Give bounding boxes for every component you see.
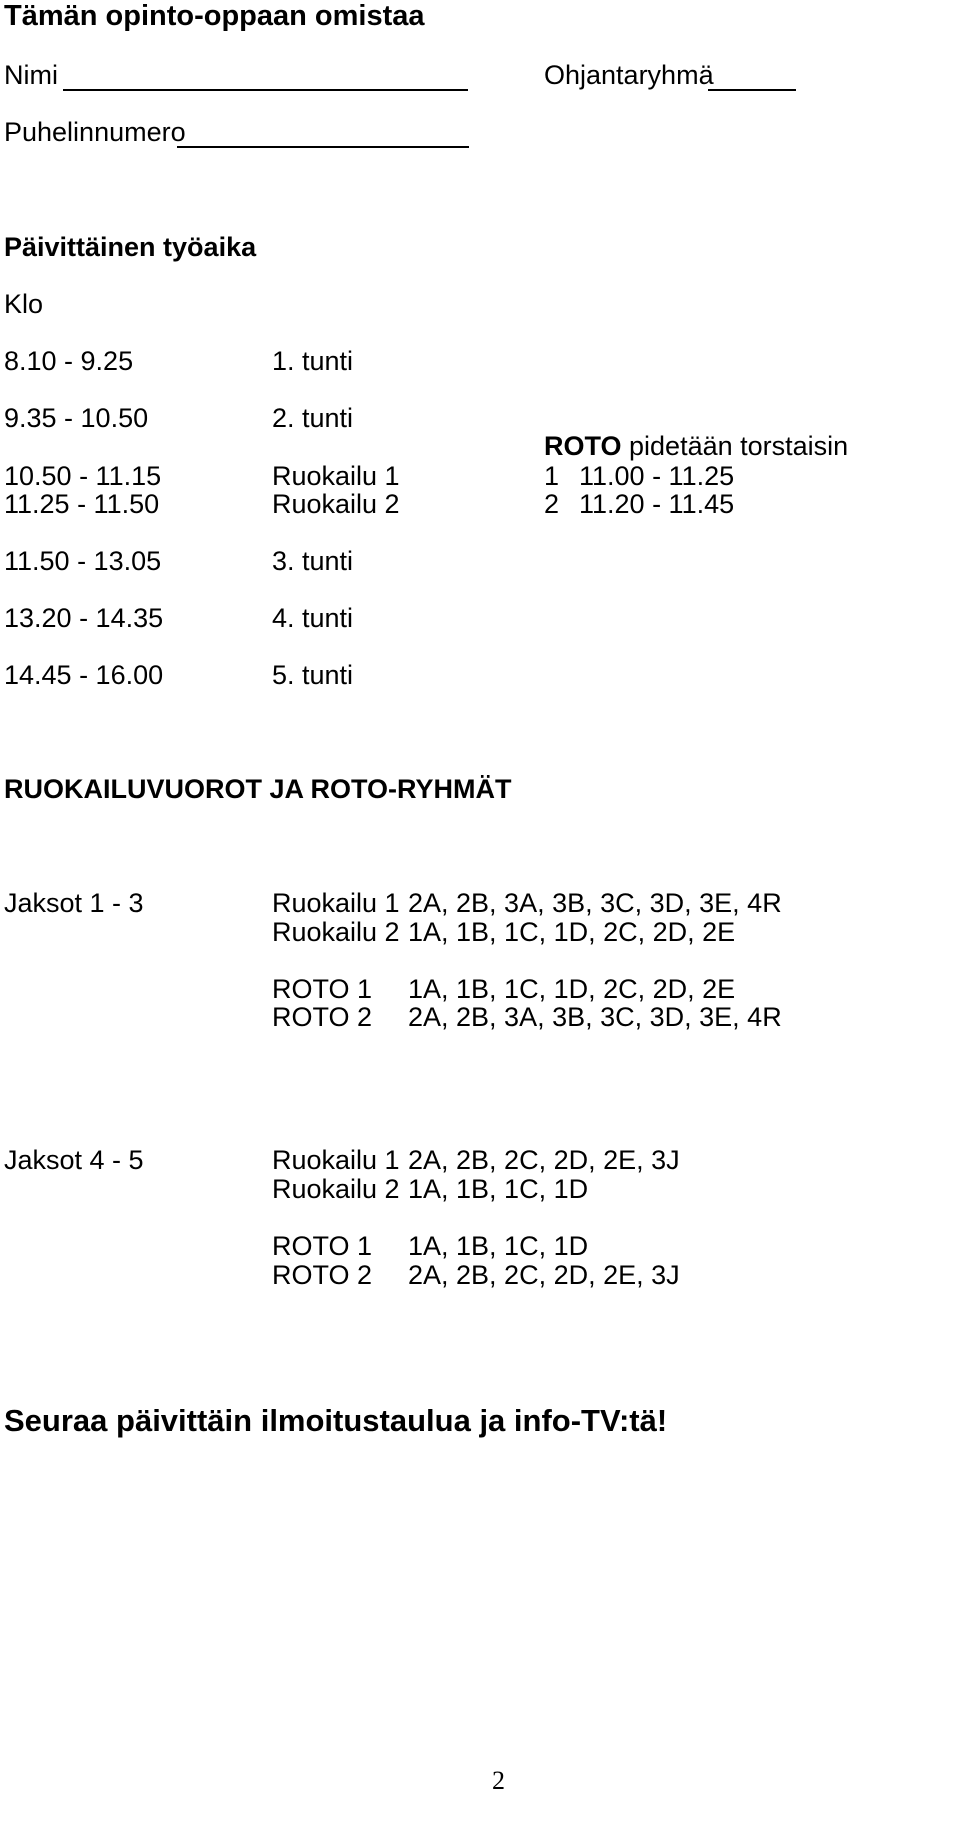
group-label: Ohjantaryhmä	[544, 60, 714, 90]
group-classes: 1A, 1B, 1C, 1D, 2C, 2D, 2E	[408, 917, 736, 947]
roto-time: 11.00 - 11.25	[579, 461, 735, 491]
phone-label: Puhelinnumero	[4, 117, 186, 147]
period-label: Jaksot 4 - 5	[4, 1145, 144, 1175]
group-classes: 1A, 1B, 1C, 1D, 2C, 2D, 2E	[408, 974, 736, 1004]
name-label: Nimi	[4, 60, 58, 90]
schedule-label: Ruokailu 1	[272, 461, 400, 491]
roto-note-bold: ROTO	[544, 431, 622, 461]
group-name: ROTO 1	[272, 974, 373, 1004]
group-classes: 2A, 2B, 3A, 3B, 3C, 3D, 3E, 4R	[408, 1002, 782, 1032]
group-classes: 2A, 2B, 2C, 2D, 2E, 3J	[408, 1145, 680, 1175]
groups-title: RUOKAILUVUOROT JA ROTO-RYHMÄT	[4, 774, 512, 804]
schedule-label: 3. tunti	[272, 546, 354, 576]
roto-number: 2	[544, 489, 560, 519]
group-name: ROTO 1	[272, 1231, 373, 1261]
schedule-time: 13.20 - 14.35	[4, 603, 164, 633]
schedule-label: Ruokailu 2	[272, 489, 400, 519]
group-underline	[708, 89, 796, 91]
page-title: Tämän opinto-oppaan omistaa	[4, 0, 425, 32]
group-name: ROTO 2	[272, 1260, 373, 1290]
schedule-time: 14.45 - 16.00	[4, 660, 164, 690]
group-name: Ruokailu 2	[272, 1174, 400, 1204]
group-name: Ruokailu 2	[272, 917, 400, 947]
klo-label: Klo	[4, 289, 44, 319]
phone-underline	[177, 146, 469, 148]
schedule-label: 4. tunti	[272, 603, 354, 633]
schedule-time: 8.10 - 9.25	[4, 346, 134, 376]
footer-notice: Seuraa päivittäin ilmoitustaulua ja info-TV:tä!	[4, 1403, 668, 1438]
schedule-label: 2. tunti	[272, 403, 354, 433]
page-number: 2	[492, 1766, 505, 1795]
name-underline	[63, 89, 468, 91]
roto-time: 11.20 - 11.45	[579, 489, 735, 519]
group-name: Ruokailu 1	[272, 1145, 400, 1175]
roto-note-rest: pidetään torstaisin	[621, 431, 849, 461]
schedule-time: 10.50 - 11.15	[4, 461, 162, 491]
group-name: Ruokailu 1	[272, 888, 400, 918]
schedule-time: 11.25 - 11.50	[4, 489, 160, 519]
group-classes: 1A, 1B, 1C, 1D	[408, 1174, 589, 1204]
schedule-label: 1. tunti	[272, 346, 354, 376]
schedule-label: 5. tunti	[272, 660, 354, 690]
group-classes: 1A, 1B, 1C, 1D	[408, 1231, 589, 1261]
schedule-time: 9.35 - 10.50	[4, 403, 149, 433]
group-name: ROTO 2	[272, 1002, 373, 1032]
roto-number: 1	[544, 461, 560, 491]
group-classes: 2A, 2B, 2C, 2D, 2E, 3J	[408, 1260, 680, 1290]
roto-note	[544, 433, 848, 460]
daily-title: Päivittäinen työaika	[4, 232, 257, 262]
schedule-time: 11.50 - 13.05	[4, 546, 162, 576]
group-classes: 2A, 2B, 3A, 3B, 3C, 3D, 3E, 4R	[408, 888, 782, 918]
period-label: Jaksot 1 - 3	[4, 888, 144, 918]
